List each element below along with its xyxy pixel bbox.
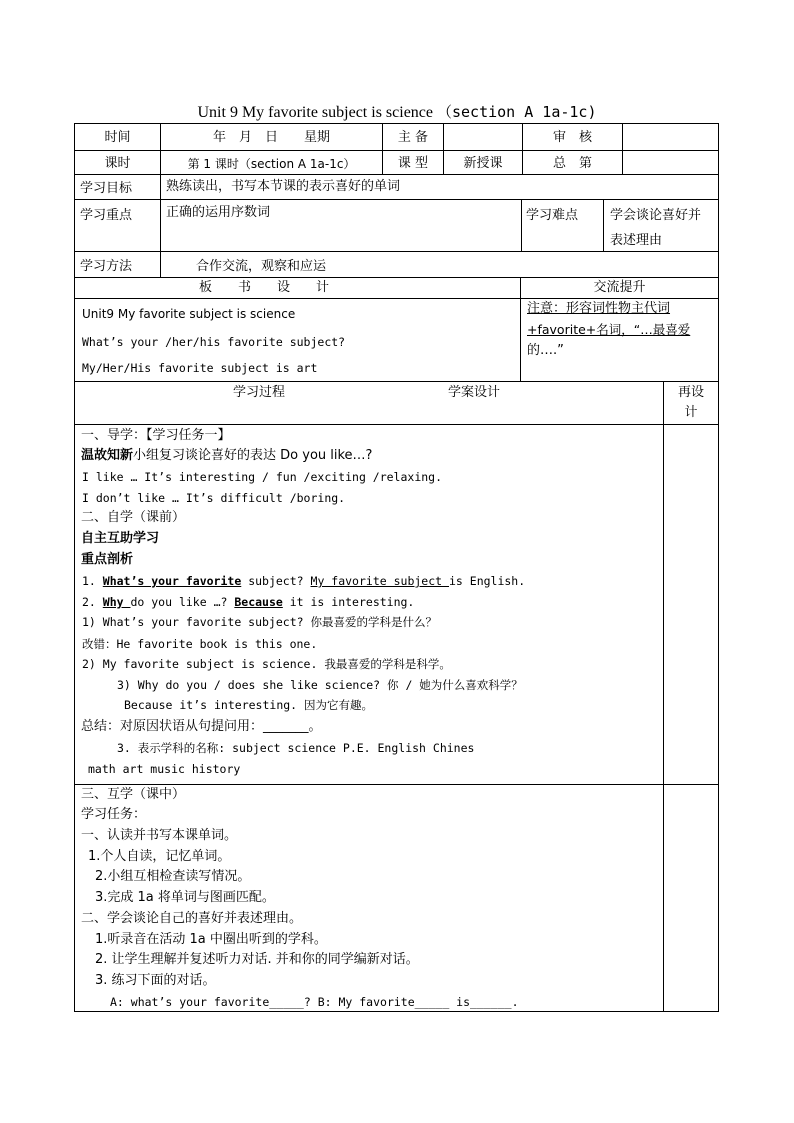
review-heading: 温故知新 [81,448,134,463]
part1-line-7: 重点剖析 [81,552,134,567]
method-value: 合作交流，观察和应运 [196,259,327,274]
part1-line-11: 改错：He favorite book is this one. [82,637,318,651]
part1-line-1: 一、导学：【学习任务一】 [81,428,231,443]
cell-review-value [622,123,719,151]
time-label: 时间 [104,130,131,145]
type-value: 新授课 [463,156,503,171]
part1-line-15: 总结：对原因状语从句提问用：_______。 [81,719,322,734]
exchange-note-1: 注意：形容词性物主代词 [527,301,671,316]
type-label: 课 型 [397,156,429,171]
exchange-heading: 交流提升 [593,280,646,295]
part1-line-13: 3) Why do you / does she like science? 你 / 她为什么喜欢科学？ [117,678,523,692]
review-text: 小组复习谈论喜好的表达 Do you like…? [133,448,373,463]
board-line-1: Unit9 My favorite subject is science [82,307,296,321]
part2-line-1: 三、互学（课中） [81,787,186,802]
part1-line-10: 1) What’s your favorite subject? 你最喜爱的学科是什么？ [82,615,437,629]
part2-line-2: 学习任务： [81,807,147,822]
part1-line-6: 自主互助学习 [81,531,160,546]
part2-line-11: A: what’s your favorite_____? B: My favorite_____ is______. [110,995,519,1009]
cell-key-label [74,199,161,252]
col-design: 学案设计 [448,385,501,400]
item-number: 2. [82,595,103,609]
exchange-note-3: 的….” [527,343,564,358]
item-number: 1. [82,574,103,588]
part1-line-12: 2) My favorite subject is science. 我最喜爱的学科是科学。 [82,657,451,671]
part1-line-3: I like … It’s interesting / fun /exciting /relaxing. [82,470,443,484]
page-title [0,101,794,122]
goal-label: 学习目标 [80,181,133,196]
total-label: 总 第 [552,156,592,171]
review-label: 审 核 [552,130,592,145]
col-process: 学习过程 [232,385,285,400]
word-why: Why [102,595,131,609]
date-text: 年 月 日 星期 [212,130,330,145]
cell-total-value [622,150,719,175]
col-redesign-2: 计 [684,405,698,420]
text-subject: subject? [241,574,311,588]
part2-line-7: 二、学会谈论自己的喜好并表述理由。 [81,911,303,926]
text-it-is-interesting: it is interesting. [282,595,415,609]
text-do-you-like: do you like …? [130,595,235,609]
cell-part1-redesign [663,424,719,785]
cell-difficult-label [521,199,604,252]
phrase-whats-your-favorite: What’s your favorite [102,574,242,588]
key-value: 正确的运用序数词 [166,205,271,220]
lesson-label: 课时 [104,156,131,171]
part2-line-5: 2.小组互相检查读写情况。 [95,869,251,884]
part1-line-16: 3. 表示学科的名称: subject science P.E. English Chines [117,741,475,755]
part2-line-6: 3.完成 1a 将单词与图画匹配。 [95,890,275,905]
part1-line-9 [82,594,414,610]
phrase-my-favorite-subject: My favorite subject [310,574,449,588]
difficult-value-line1: 学会谈论喜好并 [610,208,702,223]
title-section: （section A 1a-1c) [437,103,597,121]
word-because: Because [234,595,283,609]
part2-line-8: 1.听录音在活动 1a 中圈出听到的学科。 [95,932,327,947]
part1-line-4: I don’t like … It’s difficult /boring. [82,491,346,505]
text-is-english: is English. [449,574,526,588]
cell-prep-value [443,123,523,151]
part2-line-10: 3. 练习下面的对话。 [95,973,216,988]
prep-label: 主 备 [397,130,429,145]
board-line-2: What’s your /her/his favorite subject? [82,335,346,349]
part1-line-14: Because it’s interesting. 因为它有趣。 [124,698,374,712]
difficult-label: 学习难点 [526,208,579,223]
cell-part2-redesign [663,784,719,1012]
col-redesign-1: 再设 [677,385,704,400]
method-label: 学习方法 [80,259,133,274]
goal-value: 熟练读出，书写本节课的表示喜好的单词 [166,179,401,194]
lesson-value: 第 1 课时（section A 1a-1c） [187,157,356,171]
title-main: Unit 9 My favorite subject is science [197,104,433,121]
board-line-3: My/Her/His favorite subject is art [82,361,318,375]
part1-line-8 [82,573,525,589]
difficult-value-line2: 表述理由 [610,233,663,248]
part2-line-9: 2. 让学生理解并复述听力对话. 并和你的同学编新对话。 [95,952,419,967]
part1-line-2 [81,448,372,464]
part1-line-17: math art music history [88,762,241,776]
part2-line-3: 一、认读并书写本课单词。 [81,828,238,843]
board-heading: 板 书 设 计 [198,280,329,295]
key-label: 学习重点 [80,208,133,223]
part1-line-5: 二、自学（课前） [81,510,186,525]
exchange-note-2: +favorite+名词，“…最喜爱 [527,322,691,337]
part2-line-4: 1.个人自读，记忆单词。 [88,849,231,864]
